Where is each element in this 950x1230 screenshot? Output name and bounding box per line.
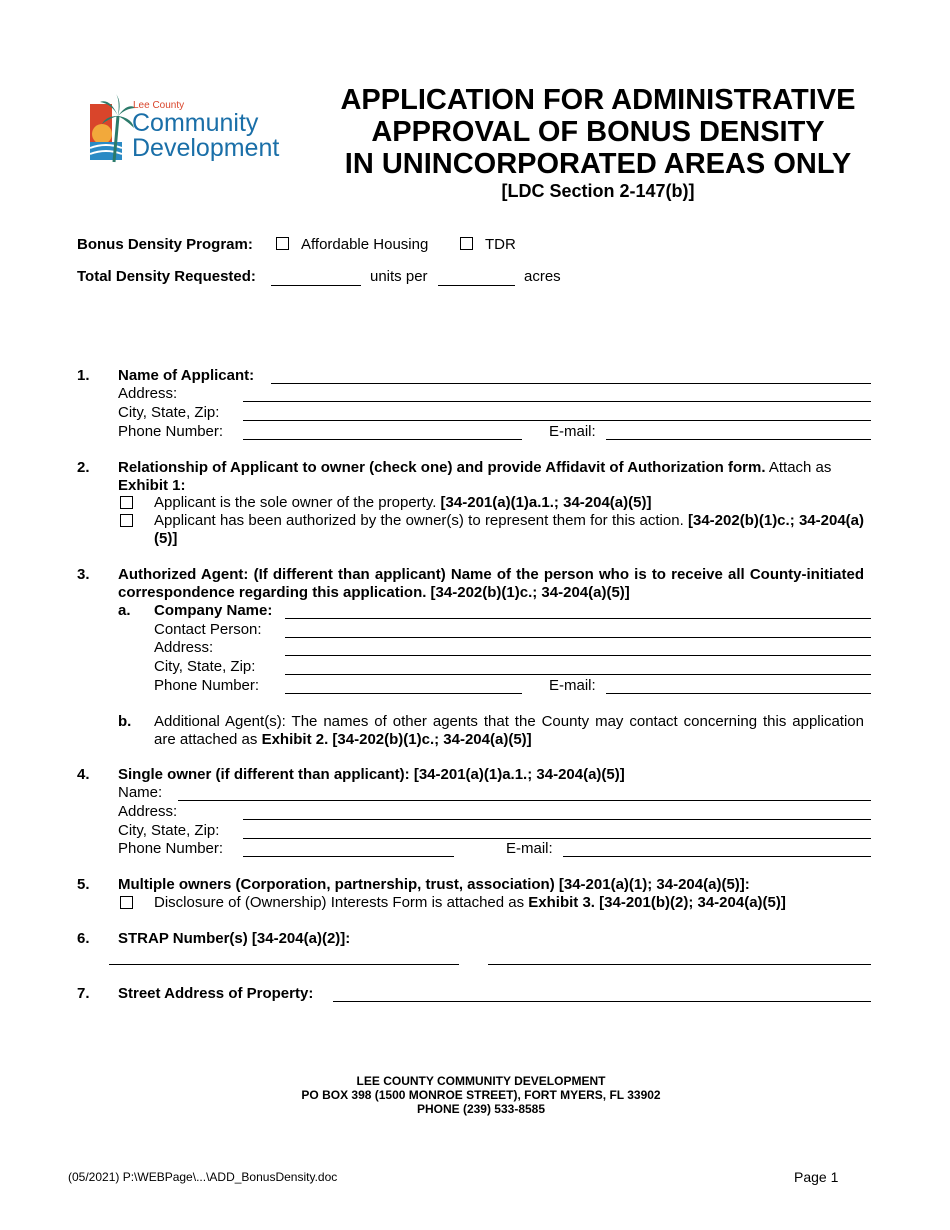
s3-a-label: a. bbox=[118, 602, 131, 619]
s3-contact-label: Contact Person: bbox=[154, 621, 262, 638]
s2-option1 bbox=[154, 494, 651, 511]
s5-heading: Multiple owners (Corporation, partnership, trust, association) [34-201(a)(1); 34-204(a)(5)]: bbox=[118, 876, 750, 893]
s1-email-label: E-mail: bbox=[549, 423, 596, 440]
s3-b-exhibit: Exhibit 2. [34-202(b)(1)c.; 34-204(a)(5)] bbox=[261, 731, 532, 748]
owner-email-field[interactable] bbox=[563, 856, 871, 857]
s5-number: 5. bbox=[77, 876, 90, 893]
s4-name-label: Name: bbox=[118, 784, 163, 801]
s4-city-label: City, State, Zip: bbox=[118, 822, 220, 839]
program-label: Bonus Density Program: bbox=[77, 236, 253, 253]
strap-field-1[interactable] bbox=[109, 964, 459, 965]
s3-company-label: Company Name: bbox=[154, 602, 273, 619]
tdr-label: TDR bbox=[485, 236, 516, 253]
tdr-checkbox[interactable] bbox=[460, 237, 473, 250]
s3-city-label: City, State, Zip: bbox=[154, 658, 256, 675]
title-line3: IN UNINCORPORATED AREAS ONLY bbox=[344, 148, 852, 180]
acres-field[interactable] bbox=[438, 285, 515, 286]
agent-company-field[interactable] bbox=[285, 618, 871, 619]
s2-opt1-ref: [34-201(a)(1)a.1.; 34-204(a)(5)] bbox=[440, 494, 652, 511]
footer-line1: LEE COUNTY COMMUNITY DEVELOPMENT bbox=[356, 1074, 606, 1088]
s4-address-label: Address: bbox=[118, 803, 178, 820]
disclosure-checkbox[interactable] bbox=[120, 896, 133, 909]
owner-name-field[interactable] bbox=[178, 800, 871, 801]
footer-line2: PO BOX 398 (1500 MONROE STREET), FORT MYERS, FL 33902 bbox=[301, 1088, 661, 1102]
logo-line1: Community bbox=[132, 109, 259, 137]
s3-phone-label: Phone Number: bbox=[154, 677, 260, 694]
s1-name-label: Name of Applicant: bbox=[118, 367, 255, 384]
street-address-field[interactable] bbox=[333, 1001, 871, 1002]
s4-phone-label: Phone Number: bbox=[118, 840, 224, 857]
s2-heading bbox=[118, 459, 864, 495]
applicant-email-field[interactable] bbox=[606, 439, 871, 440]
agent-city-field[interactable] bbox=[285, 674, 871, 675]
s3-email-label: E-mail: bbox=[549, 677, 596, 694]
s3-address-label: Address: bbox=[154, 639, 214, 656]
title-line2: APPROVAL OF BONUS DENSITY bbox=[371, 116, 825, 148]
title-section: [LDC Section 2-147(b)] bbox=[501, 181, 695, 201]
affordable-housing-checkbox[interactable] bbox=[276, 237, 289, 250]
s2-heading-bold: Relationship of Applicant to owner (check one) and provide Affidavit of Authorization form. bbox=[118, 459, 766, 476]
s5-text bbox=[154, 894, 786, 911]
applicant-city-field[interactable] bbox=[243, 420, 871, 421]
title-line1: APPLICATION FOR ADMINISTRATIVE bbox=[340, 84, 856, 116]
applicant-name-field[interactable] bbox=[271, 383, 871, 384]
s4-number: 4. bbox=[77, 766, 90, 783]
s2-opt2-ref: [34-202(b)(1)c.; 34-204(a)(5)] bbox=[154, 512, 864, 547]
agent-phone-field[interactable] bbox=[285, 693, 522, 694]
agent-email-field[interactable] bbox=[606, 693, 871, 694]
sole-owner-checkbox[interactable] bbox=[120, 496, 133, 509]
s3-heading: Authorized Agent: (If different than applicant) Name of the person who is to receive all County-initiated correspondence regarding this application. [34-202(b)(1)c.; 34-204(a)(5)] bbox=[118, 566, 864, 601]
s5-body: Disclosure of (Ownership) Interests Form is attached as bbox=[154, 894, 529, 911]
s1-number: 1. bbox=[77, 367, 90, 384]
footer-line3: PHONE (239) 533-8585 bbox=[416, 1102, 546, 1116]
s7-heading: Street Address of Property: bbox=[118, 985, 314, 1002]
s7-number: 7. bbox=[77, 985, 90, 1002]
logo bbox=[88, 92, 298, 164]
s5-ref: Exhibit 3. [34-201(b)(2); 34-204(a)(5)] bbox=[528, 894, 786, 911]
s2-exhibit: Exhibit 1: bbox=[118, 477, 186, 494]
affordable-housing-label: Affordable Housing bbox=[301, 236, 429, 253]
page-number: Page 1 bbox=[794, 1169, 839, 1185]
applicant-phone-field[interactable] bbox=[243, 439, 522, 440]
s1-city-label: City, State, Zip: bbox=[118, 404, 220, 421]
s2-opt1-text: Applicant is the sole owner of the property. bbox=[154, 494, 441, 511]
s2-opt2-text: Applicant has been authorized by the owner(s) to represent them for this action. bbox=[154, 512, 688, 529]
units-per-label: units per bbox=[370, 268, 428, 285]
s6-heading: STRAP Number(s) [34-204(a)(2)]: bbox=[118, 930, 351, 947]
s4-heading: Single owner (if different than applicant): [34-201(a)(1)a.1.; 34-204(a)(5)] bbox=[118, 766, 625, 783]
density-label: Total Density Requested: bbox=[77, 268, 256, 285]
agent-contact-field[interactable] bbox=[285, 637, 871, 638]
logo-org: Lee County bbox=[133, 100, 185, 111]
s4-email-label: E-mail: bbox=[506, 840, 553, 857]
palm-tree-icon bbox=[88, 92, 136, 164]
owner-city-field[interactable] bbox=[243, 838, 871, 839]
page-title bbox=[330, 84, 866, 202]
s3-b-body: Additional Agent(s): The names of other agents that the County may contact concerning this application are attached as bbox=[154, 713, 864, 748]
s1-address-label: Address: bbox=[118, 385, 178, 402]
strap-field-2[interactable] bbox=[488, 964, 871, 965]
units-field[interactable] bbox=[271, 285, 361, 286]
s3-number: 3. bbox=[77, 566, 90, 583]
authorized-checkbox[interactable] bbox=[120, 514, 133, 527]
s2-heading-rest: Attach as bbox=[765, 459, 832, 476]
s1-phone-label: Phone Number: bbox=[118, 423, 224, 440]
s3-b-text bbox=[154, 713, 864, 749]
doc-reference: (05/2021) P:\WEBPage\...\ADD_BonusDensity.doc bbox=[68, 1170, 338, 1184]
acres-label: acres bbox=[524, 268, 561, 285]
owner-phone-field[interactable] bbox=[243, 856, 454, 857]
s2-option2 bbox=[154, 512, 864, 548]
owner-address-field[interactable] bbox=[243, 819, 871, 820]
s3-b-label: b. bbox=[118, 713, 132, 730]
s2-number: 2. bbox=[77, 459, 90, 476]
footer-address bbox=[0, 1074, 950, 1116]
logo-line2: Development bbox=[132, 134, 280, 162]
agent-address-field[interactable] bbox=[285, 655, 871, 656]
s6-number: 6. bbox=[77, 930, 90, 947]
applicant-address-field[interactable] bbox=[243, 401, 871, 402]
